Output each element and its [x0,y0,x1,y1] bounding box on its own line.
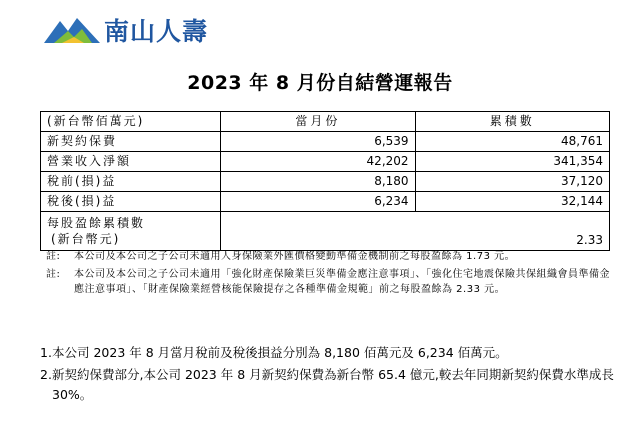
table-header-row [41,112,610,132]
table-row [41,132,610,152]
cumulative-value: 32,144 [415,192,609,212]
footnote-tag: 註: [46,251,61,262]
financial-table [40,111,610,251]
list-index: 1. [40,345,52,360]
eps-row [41,212,610,251]
footnote-tag: 註: [46,269,61,280]
eps-label [41,212,221,251]
month-value: 6,539 [221,132,415,152]
row-label: 稅後(損)益 [41,192,221,212]
list-text: 本公司 2023 年 8 月當月稅前及稅後損益分別為 8,180 佰萬元及 6,234 佰萬元。 [52,345,508,360]
cumulative-value: 341,354 [415,152,609,172]
list-index: 2. [40,367,52,382]
cumulative-header: 累積數 [415,112,609,132]
footnote [46,267,612,297]
cumulative-value: 48,761 [415,132,609,152]
row-label: 營業收入淨額 [41,152,221,172]
row-label: 新契約保費 [41,132,221,152]
footnote-text: 本公司及本公司之子公司未適用人身保險業外匯價格變動準備金機制前之每股盈餘為 1.73 元。 [74,251,516,262]
row-label: 稅前(損)益 [41,172,221,192]
summary-list [40,343,625,407]
month-value: 42,202 [221,152,415,172]
month-value: 8,180 [221,172,415,192]
mountain-logo-icon [44,17,100,43]
eps-label-line1: 每股盈餘累積數 [47,216,146,230]
footnote [46,249,612,264]
table-row [41,172,610,192]
company-logo [44,12,208,48]
list-text: 新契約保費部分,本公司 2023 年 8 月新契約保費為新台幣 65.4 億元,較去年同期新契約保費水準成長 30%。 [52,367,614,402]
footnote-text: 本公司及本公司之子公司未適用「強化財產保險業巨災準備金應注意事項」、「強化住宅地震保險共保組織會員準備金應注意事項」、「財產保險業經營核能保險提存之各種準備金規範」前之每股盈餘為 2.33 元。 [74,269,610,295]
table-row [41,152,610,172]
table-row [41,192,610,212]
unit-header: (新台幣佰萬元) [41,112,221,132]
page-title: 2023 年 8 月份自結營運報告 [187,72,453,94]
month-header: 當月份 [221,112,415,132]
logo-text: 南山人壽 [104,17,209,46]
list-item [40,365,625,405]
eps-value: 2.33 [221,212,610,251]
cumulative-value: 37,120 [415,172,609,192]
month-value: 6,234 [221,192,415,212]
eps-label-line2: (新台幣元) [51,232,121,246]
footnotes [46,249,612,300]
list-item [40,343,625,363]
